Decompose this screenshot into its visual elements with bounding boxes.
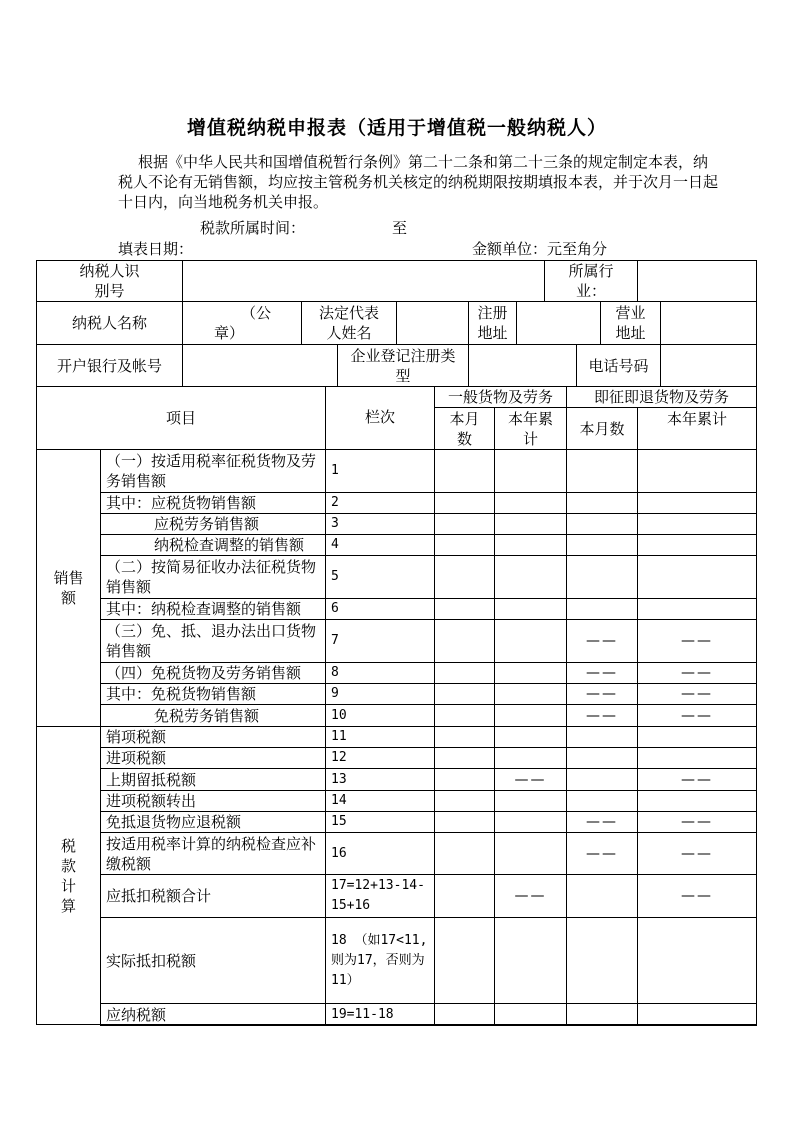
row-column-no: 9 [325, 683, 435, 705]
row-item-label: 进项税额 [100, 747, 326, 769]
refund-year-value-field[interactable] [637, 513, 757, 535]
row-column-no: 2 [325, 492, 435, 514]
row-item-label: 按适用税率计算的纳税检查应补缴税额 [100, 832, 326, 875]
row-column-no: 7 [325, 619, 435, 663]
general-month-value-field[interactable] [434, 747, 495, 769]
not-applicable-dash: —— [637, 768, 757, 791]
unit-label: 金额单位：元至角分 [472, 240, 608, 258]
biz-address-field[interactable] [660, 301, 757, 345]
section-sales: 销售额 [36, 449, 101, 727]
refund-year-value-field[interactable] [637, 492, 757, 514]
general-month-value-field[interactable] [434, 492, 495, 514]
general-month-value-field[interactable] [434, 917, 495, 1004]
not-applicable-dash: —— [566, 683, 638, 705]
taxpayer-id-field[interactable] [182, 260, 545, 302]
refund-year-value-field[interactable] [637, 747, 757, 769]
general-year-value-field[interactable] [494, 555, 567, 599]
general-year-value-field[interactable] [494, 726, 567, 748]
refund-month-value-field[interactable] [566, 555, 638, 599]
row-column-no: 14 [325, 790, 435, 812]
header-refund-year: 本年累计 [637, 407, 757, 450]
header-refund-group: 即征即退货物及劳务 [566, 386, 757, 408]
general-month-value-field[interactable] [434, 449, 495, 493]
not-applicable-dash: —— [566, 811, 638, 833]
row-column-no: 15 [325, 811, 435, 833]
general-year-value-field[interactable] [494, 917, 567, 1004]
row-item-label: 免抵退货物应退税额 [100, 811, 326, 833]
not-applicable-dash: —— [566, 704, 638, 727]
industry-field[interactable] [637, 260, 757, 302]
general-year-value-field[interactable] [494, 598, 567, 620]
general-year-value-field[interactable] [494, 513, 567, 535]
refund-year-value-field[interactable] [637, 726, 757, 748]
refund-year-value-field[interactable] [637, 917, 757, 1004]
not-applicable-dash: —— [637, 811, 757, 833]
not-applicable-dash: —— [637, 832, 757, 875]
refund-year-value-field[interactable] [637, 1003, 757, 1026]
row-column-no: 6 [325, 598, 435, 620]
row-item-label: 免税劳务销售额 [100, 704, 326, 727]
not-applicable-dash: —— [637, 683, 757, 705]
not-applicable-dash: —— [637, 874, 757, 918]
biz-address-label: 营业地址 [600, 301, 661, 345]
row-column-no: 1 [325, 449, 435, 493]
refund-month-value-field[interactable] [566, 874, 638, 918]
refund-month-value-field[interactable] [566, 726, 638, 748]
refund-year-value-field[interactable] [637, 534, 757, 556]
reg-address-label: 注册地址 [468, 301, 517, 345]
not-applicable-dash: —— [637, 704, 757, 727]
general-month-value-field[interactable] [434, 811, 495, 833]
taxpayer-name-field[interactable]: （公章） [182, 301, 302, 345]
row-item-label: （二）按简易征收办法征税货物销售额 [100, 555, 326, 599]
bank-account-field[interactable] [182, 344, 338, 387]
row-item-label: （一）按适用税率征税货物及劳务销售额 [100, 449, 326, 493]
header-general-year: 本年累计 [494, 407, 567, 450]
header-item: 项目 [36, 386, 326, 450]
row-column-no: 10 [325, 704, 435, 727]
general-month-value-field[interactable] [434, 598, 495, 620]
row-item-label: 其中：应税货物销售额 [100, 492, 326, 514]
general-year-value-field[interactable] [494, 790, 567, 812]
general-year-value-field[interactable] [494, 832, 567, 875]
general-year-value-field[interactable] [494, 1003, 567, 1026]
legal-rep-label: 法定代表人姓名 [301, 301, 397, 345]
refund-year-value-field[interactable] [637, 449, 757, 493]
general-year-value-field[interactable] [494, 492, 567, 514]
legal-rep-field[interactable] [396, 301, 469, 345]
refund-month-value-field[interactable] [566, 917, 638, 1004]
general-month-value-field[interactable] [434, 726, 495, 748]
general-year-value-field[interactable] [494, 619, 567, 663]
not-applicable-dash: —— [494, 874, 567, 918]
refund-month-value-field[interactable] [566, 1003, 638, 1026]
header-general-month: 本月数 [434, 407, 495, 450]
refund-month-value-field[interactable] [566, 513, 638, 535]
header-column-no: 栏次 [325, 386, 435, 450]
general-year-value-field[interactable] [494, 747, 567, 769]
general-month-value-field[interactable] [434, 513, 495, 535]
phone-field[interactable] [660, 344, 757, 387]
refund-month-value-field[interactable] [566, 534, 638, 556]
not-applicable-dash: —— [637, 662, 757, 684]
general-month-value-field[interactable] [434, 555, 495, 599]
row-item-label: 应抵扣税额合计 [100, 874, 326, 918]
period-label: 税款所属时间： [200, 219, 306, 237]
period-to: 至 [392, 219, 408, 237]
refund-year-value-field[interactable] [637, 790, 757, 812]
general-year-value-field[interactable] [494, 534, 567, 556]
header-general-group: 一般货物及劳务 [434, 386, 567, 408]
header-refund-month: 本月数 [566, 407, 638, 450]
not-applicable-dash: —— [566, 832, 638, 875]
row-item-label: 纳税检查调整的销售额 [100, 534, 326, 556]
general-month-value-field[interactable] [434, 768, 495, 791]
general-year-value-field[interactable] [494, 662, 567, 684]
phone-label: 电话号码 [576, 344, 661, 387]
row-column-no: 19=11-18 [325, 1003, 435, 1026]
refund-month-value-field[interactable] [566, 790, 638, 812]
not-applicable-dash: —— [637, 619, 757, 663]
row-item-label: 上期留抵税额 [100, 768, 326, 791]
general-month-value-field[interactable] [434, 1003, 495, 1026]
refund-year-value-field[interactable] [637, 598, 757, 620]
refund-month-value-field[interactable] [566, 492, 638, 514]
row-item-label: 销项税额 [100, 726, 326, 748]
row-item-label: 进项税额转出 [100, 790, 326, 812]
row-column-no: 3 [325, 513, 435, 535]
industry-label: 所属行业： [544, 260, 638, 302]
taxpayer-id-label: 纳税人识别号 [36, 260, 183, 302]
form-title: 增值税纳税申报表（适用于增值税一般纳税人） [186, 117, 607, 139]
row-column-no: 16 [325, 832, 435, 875]
row-item-label: （三）免、抵、退办法出口货物销售额 [100, 619, 326, 663]
row-item-label: 应税劳务销售额 [100, 513, 326, 535]
row-column-no: 4 [325, 534, 435, 556]
form-intro: 根据《中华人民共和国增值税暂行条例》第二十二条和第二十三条的规定制定本表，纳税人不论有无销售额，均应按主管税务机关核定的纳税期限按期填报本表，并于次月一日起十日内，向当地税务机关申报。 [118, 153, 719, 211]
general-year-value-field[interactable] [494, 811, 567, 833]
not-applicable-dash: —— [566, 619, 638, 663]
not-applicable-dash: —— [494, 768, 567, 791]
reg-type-label: 企业登记注册类型 [337, 344, 469, 387]
general-month-value-field[interactable] [434, 534, 495, 556]
general-month-value-field[interactable] [434, 704, 495, 727]
general-month-value-field[interactable] [434, 790, 495, 812]
general-month-value-field[interactable] [434, 832, 495, 875]
fill-date-label: 填表日期： [118, 240, 194, 258]
general-month-value-field[interactable] [434, 874, 495, 918]
general-month-value-field[interactable] [434, 619, 495, 663]
row-column-no: 13 [325, 768, 435, 791]
section-tax-calc: 税款计算 [36, 726, 101, 1025]
refund-year-value-field[interactable] [637, 555, 757, 599]
reg-address-field[interactable] [516, 301, 601, 345]
reg-type-field[interactable] [468, 344, 577, 387]
general-month-value-field[interactable] [434, 683, 495, 705]
bank-account-label: 开户银行及帐号 [36, 344, 183, 387]
general-year-value-field[interactable] [494, 683, 567, 705]
general-month-value-field[interactable] [434, 662, 495, 684]
row-item-label: 实际抵扣税额 [100, 917, 326, 1004]
row-column-no: 11 [325, 726, 435, 748]
refund-month-value-field[interactable] [566, 768, 638, 791]
not-applicable-dash: —— [566, 662, 638, 684]
refund-month-value-field[interactable] [566, 598, 638, 620]
row-column-no: 8 [325, 662, 435, 684]
row-item-label: 其中：免税货物销售额 [100, 683, 326, 705]
row-item-label: 其中：纳税检查调整的销售额 [100, 598, 326, 620]
row-column-no: 5 [325, 555, 435, 599]
general-year-value-field[interactable] [494, 704, 567, 727]
taxpayer-name-label: 纳税人名称 [36, 301, 183, 345]
row-column-no: 12 [325, 747, 435, 769]
general-year-value-field[interactable] [494, 449, 567, 493]
row-column-no: 17=12+13-14-15+16 [325, 874, 435, 918]
row-item-label: 应纳税额 [100, 1003, 326, 1026]
row-column-no: 18 （如17<11,则为17，否则为11） [325, 917, 435, 1004]
refund-month-value-field[interactable] [566, 449, 638, 493]
row-item-label: （四）免税货物及劳务销售额 [100, 662, 326, 684]
refund-month-value-field[interactable] [566, 747, 638, 769]
